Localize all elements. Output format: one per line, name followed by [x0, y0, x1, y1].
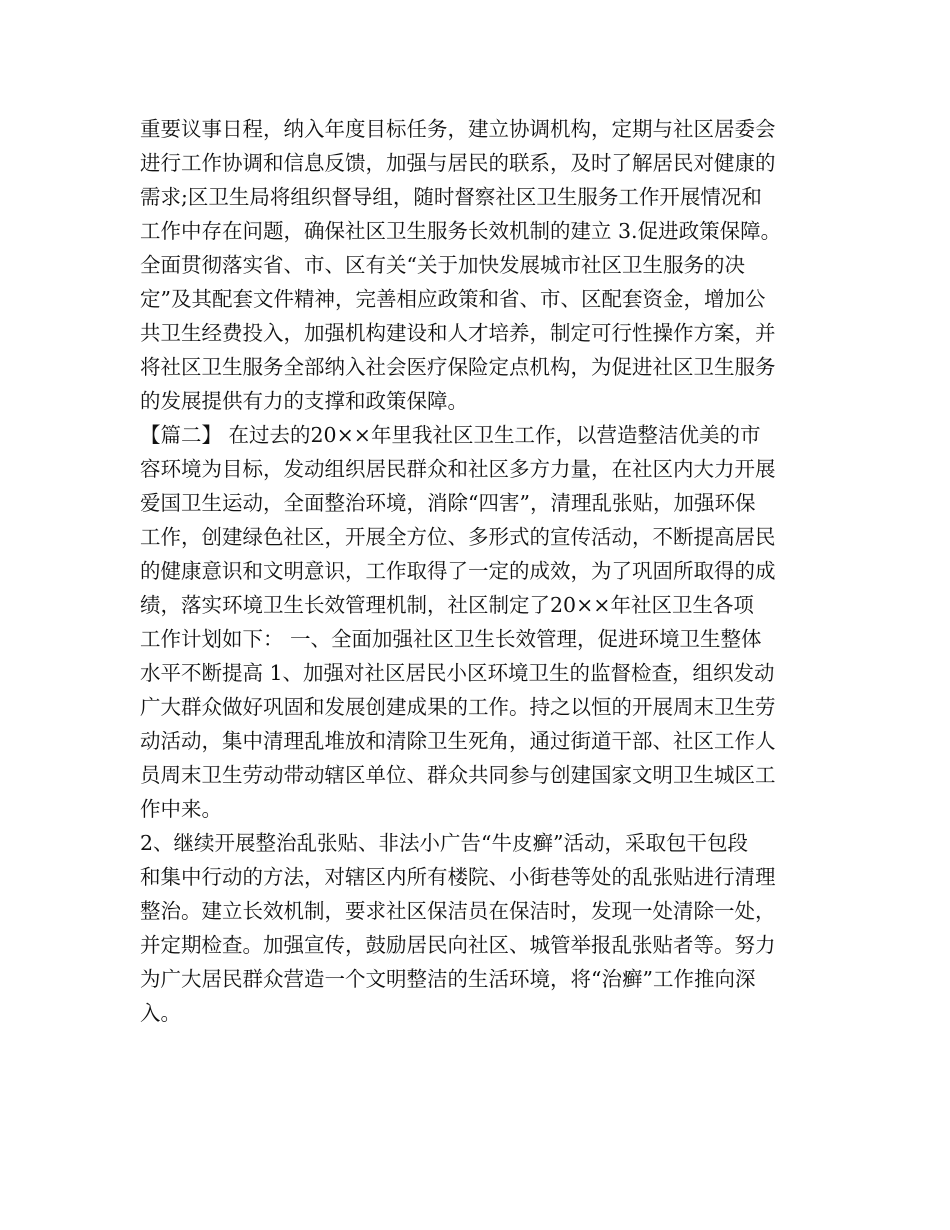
text-line: 2、继续开展整治乱张贴、非法小广告“牛皮癣”活动，采取包干包段 [140, 831, 749, 855]
text-line: 爱国卫生运动，全面整治环境，消除“四害”，清理乱张贴，加强环保 [140, 491, 756, 515]
text-line: 将社区卫生服务全部纳入社会医疗保险定点机构，为促进社区卫生服务 [140, 355, 776, 379]
text-line: 动活动，集中清理乱堆放和清除卫生死角，通过街道干部、社区工作人 [140, 729, 776, 753]
text-line: 为广大居民群众营造一个文明整洁的生活环境，将“治癣”工作推向深 [140, 967, 756, 991]
text-line: 进行工作协调和信息反馈，加强与居民的联系，及时了解居民对健康的 [140, 151, 776, 175]
text-line: 容环境为目标，发动组织居民群众和社区多方力量，在社区内大力开展 [140, 457, 776, 481]
text-line: 需求;区卫生局将组织督导组，随时督察社区卫生服务工作开展情况和 [140, 185, 762, 209]
text-line: 工作，创建绿色社区，开展全方位、多形式的宣传活动，不断提高居民 [140, 525, 776, 549]
text-line: 并定期检查。加强宣传，鼓励居民向社区、城管举报乱张贴者等。努力 [140, 933, 776, 957]
text-line: 全面贯彻落实省、市、区有关“关于加快发展城市社区卫生服务的决 [140, 253, 745, 277]
text-line: 重要议事日程，纳入年度目标任务，建立协调机构，定期与社区居委会 [140, 117, 776, 141]
text-line: 的健康意识和文明意识，工作取得了一定的成效，为了巩固所取得的成 [140, 559, 776, 583]
text-line: 的发展提供有力的支撑和政策保障。 [140, 389, 468, 413]
text-line: 员周末卫生劳动带动辖区单位、群众共同参与创建国家文明卫生城区工 [140, 763, 776, 787]
text-line: 共卫生经费投入，加强机构建设和人才培养，制定可行性操作方案，并 [140, 321, 776, 345]
text-line: 定”及其配套文件精神，完善相应政策和省、市、区配套资金，增加公 [140, 287, 766, 311]
section-heading-line: 【篇二】 在过去的20××年里我社区卫生工作，以营造整洁优美的市 [140, 423, 761, 447]
text-line: 和集中行动的方法，对辖区内所有楼院、小街巷等处的乱张贴进行清理 [140, 865, 776, 889]
text-line: 整治。建立长效机制，要求社区保洁员在保洁时，发现一处清除一处， [140, 899, 776, 923]
text-line: 入。 [140, 1001, 181, 1025]
text-line: 绩，落实环境卫生长效管理机制，社区制定了20××年社区卫生各项 [140, 593, 754, 617]
text-line: 工作中存在问题，确保社区卫生服务长效机制的建立 3.促进政策保障。 [140, 219, 782, 243]
text-line: 水平不断提高 1、加强对社区居民小区环境卫生的监督检查，组织发动 [140, 661, 775, 685]
text-line: 广大群众做好巩固和发展创建成果的工作。持之以恒的开展周末卫生劳 [140, 695, 776, 719]
text-line: 作中来。 [140, 797, 222, 821]
text-line: 工作计划如下： 一、全面加强社区卫生长效管理，促进环境卫生整体 [140, 627, 762, 651]
